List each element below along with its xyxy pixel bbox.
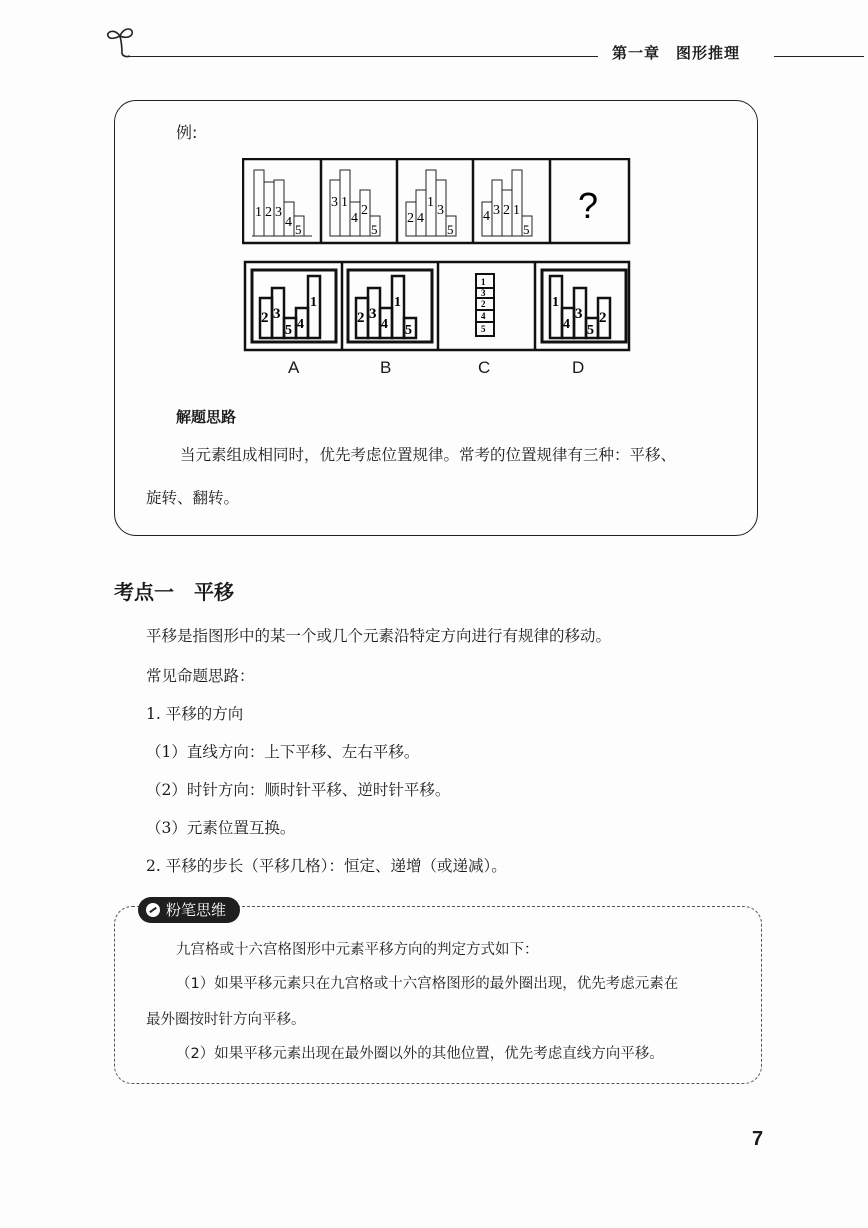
solution-title: 解题思路 [176,408,237,426]
header-rule [128,56,598,57]
header-rule-right [774,56,864,57]
d-n2: 4 [563,317,570,332]
q4-n4: 1 [513,203,520,218]
q1-n5: 5 [295,222,302,237]
d-n4: 5 [587,323,594,338]
q2-n2: 1 [341,195,348,210]
a-n5: 1 [310,295,317,310]
paragraph-4: （1）直线方向：上下平移、左右平移。 [146,743,420,761]
q1-n4: 4 [285,215,292,230]
tip-badge [138,897,240,923]
question-mark: ? [578,185,599,226]
option-d-label: D [572,358,585,377]
q2-n3: 4 [351,211,358,226]
b-n1: 2 [357,310,365,326]
b-n4: 1 [394,295,401,310]
a-n4: 4 [297,317,304,332]
tip-line-4: （2）如果平移元素出现在最外圈以外的其他位置，优先考虑直线方向平移。 [176,1046,664,1062]
paragraph-5: （2）时针方向：顺时针平移、逆时针平移。 [146,781,451,799]
solution-text-line1: 当元素组成相同时，优先考虑位置规律。常考的位置规律有三种：平移、 [180,446,677,464]
sprout-icon [104,24,144,58]
q2-n5: 5 [371,222,378,237]
q4-n3: 2 [503,203,510,218]
a-n1: 2 [261,310,269,326]
tip-line-3: 最外圈按时针方向平移。 [146,1012,306,1028]
paragraph-6: （3）元素位置互换。 [146,819,296,837]
tip-badge-label: 粉笔思维 [166,901,227,919]
option-a-label: A [288,358,300,377]
section-title: 考点一 平移 [114,580,234,604]
d-n1: 1 [552,295,559,310]
b-n2: 3 [369,306,377,322]
paragraph-7: 2. 平移的步长（平移几格）：恒定、递增（或递减）。 [146,857,507,875]
paragraph-2: 常见命题思路： [146,667,255,685]
c-n3: 2 [481,299,486,309]
q3-n4: 3 [437,203,444,218]
q4-n5: 5 [523,222,530,237]
c-n1: 1 [481,277,486,287]
q1-n1: 1 [255,205,262,220]
option-c-label: C [478,358,491,377]
chalk-icon [146,903,160,917]
puzzle-figure [242,158,632,354]
q2-n1: 3 [331,195,338,210]
q4-n2: 3 [493,203,500,218]
q3-n2: 4 [417,211,424,226]
c-n2: 3 [481,288,486,298]
option-b-label: B [380,358,392,377]
q4-n1: 4 [483,209,490,224]
example-label: 例: [176,123,198,142]
a-n2: 3 [273,306,281,322]
q2-n4: 2 [361,203,368,218]
a-n3: 5 [285,323,292,338]
solution-text-line2: 旋转、翻转。 [146,489,240,507]
b-n5: 5 [405,323,412,338]
tip-line-2: （1）如果平移元素只在九宫格或十六宫格图形的最外圈出现，优先考虑元素在 [176,976,679,992]
paragraph-1: 平移是指图形中的某一个或几个元素沿特定方向进行有规律的移动。 [146,627,612,645]
q3-n3: 1 [427,195,434,210]
chapter-title: 第一章 图形推理 [612,44,741,62]
q3-n1: 2 [407,211,414,226]
q1-n3: 3 [275,205,282,220]
c-n4: 4 [481,311,486,321]
d-n3: 3 [575,306,583,322]
d-n5: 2 [599,310,607,326]
question-figure-1 [252,170,312,236]
c-n5: 5 [481,324,486,334]
paragraph-3: 1. 平移的方向 [146,705,244,723]
b-n3: 4 [381,317,388,332]
tip-line-1: 九宫格或十六宫格图形中元素平移方向的判定方式如下： [176,942,539,958]
q3-n5: 5 [447,222,454,237]
q1-n2: 2 [265,205,272,220]
page-number: 7 [752,1128,764,1150]
